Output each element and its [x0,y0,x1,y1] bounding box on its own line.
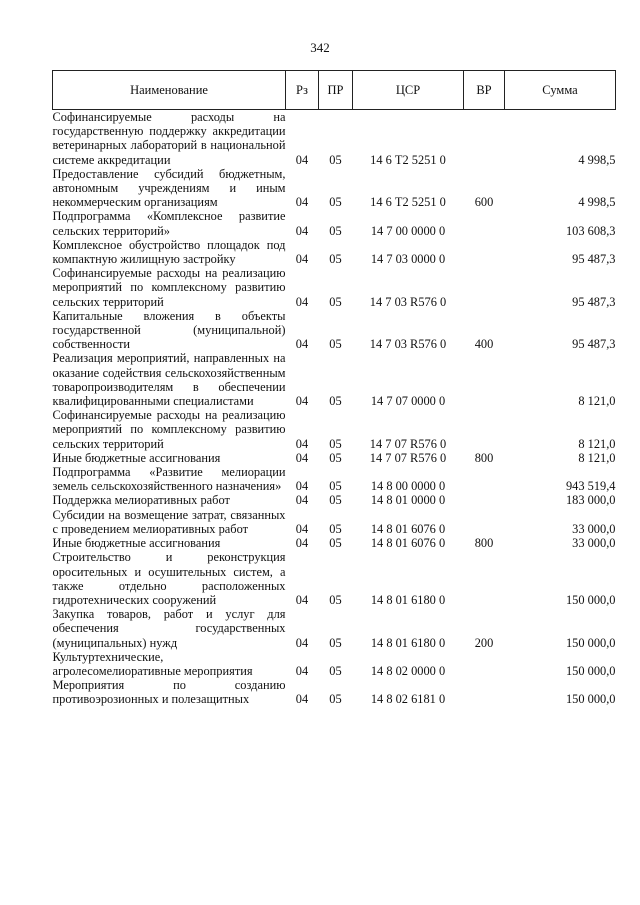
header-row [53,71,616,110]
row-csr: 14 8 01 6076 0 [370,521,446,536]
row-name: Иные бюджетные ассигнования [52,536,221,551]
row-rz: 04 [295,536,309,551]
row-name: Софинансируемые расходы на реализацию мероприятий по комплексному развитию сельских территорий [52,408,286,451]
row-name: Культуртехнические, агролесомелиоративные мероприятия [52,649,253,678]
row-pr: 05 [329,493,342,508]
row-vr: 200 [474,635,494,650]
row-name: Реализация мероприятий, направленных на оказание содействия сельскохозяйственным товаропроизводителям в обеспечении квалифицированными специалистами [52,351,286,409]
col-header-sum: Сумма [505,71,616,110]
row-csr: 14 7 03 R576 0 [369,337,447,352]
row-vr [464,209,505,237]
table-row [53,493,616,507]
row-vr: 400 [474,337,494,352]
row-vr [464,493,505,507]
row-pr: 05 [329,663,342,678]
row-csr: 14 7 07 0000 0 [370,394,446,409]
row-pr: 05 [329,635,342,650]
row-name: Строительство и реконструкция оросительных и осушительных систем, а также отдельно расположенных гидротехнических сооружений [52,550,286,607]
row-pr: 05 [329,521,342,536]
row-vr: 600 [474,195,494,210]
row-sum: 8 121,0 [578,450,616,465]
table-row [53,408,616,451]
row-csr: 14 8 02 6181 0 [370,692,446,707]
row-name: Софинансируемые расходы на реализацию мероприятий по комплексному развитию сельских территорий [52,266,286,309]
row-vr [464,550,505,607]
table-row [53,465,616,493]
table-row [53,266,616,309]
row-pr: 05 [329,394,342,409]
budget-table [52,70,616,707]
row-rz: 04 [295,436,309,451]
row-csr: 14 6 Т2 5251 0 [370,152,446,167]
row-csr: 14 8 01 6180 0 [370,635,446,650]
row-vr [464,465,505,493]
col-header-pr: ПР [319,71,353,110]
col-header-csr: ЦСР [353,71,464,110]
row-sum: 33 000,0 [572,536,616,551]
row-sum: 183 000,0 [565,493,616,508]
row-csr: 14 7 03 R576 0 [369,294,447,309]
table-row [53,678,616,706]
row-sum: 150 000,0 [565,592,616,607]
row-sum: 103 608,3 [565,223,616,238]
row-name: Комплексное обустройство площадок под компактную жилищную застройку [52,237,286,267]
row-pr: 05 [329,692,342,707]
row-sum: 150 000,0 [565,663,616,678]
row-csr: 14 8 01 6180 0 [370,592,446,607]
table-row [53,238,616,266]
row-sum: 95 487,3 [572,252,616,267]
row-rz: 04 [295,337,309,352]
row-name: Субсидии на возмещение затрат, связанных с проведением мелиоративных работ [52,507,286,536]
row-sum: 4 998,5 [578,152,616,167]
row-pr: 05 [329,294,342,309]
row-csr: 14 6 Т2 5251 0 [370,195,446,210]
row-rz: 04 [295,152,309,167]
row-vr [464,266,505,309]
row-rz: 04 [295,663,309,678]
row-pr: 05 [329,337,342,352]
page-number: 342 [310,40,330,55]
row-sum: 4 998,5 [578,195,616,210]
row-vr [464,351,505,408]
col-header-name: Наименование [53,71,286,110]
row-name: Подпрограмма «Развитие мелиорации земель сельскохозяйственного назначения» [52,465,286,494]
row-name: Поддержка мелиоративных работ [52,493,230,508]
row-vr [464,110,505,167]
row-pr: 05 [329,152,342,167]
row-vr: 800 [474,536,494,551]
row-sum: 95 487,3 [572,294,616,309]
row-csr: 14 7 03 0000 0 [370,252,446,267]
table-row [53,167,616,210]
table-row [53,650,616,678]
table-row [53,451,616,465]
row-sum: 150 000,0 [565,692,616,707]
row-sum: 8 121,0 [578,394,616,409]
row-rz: 04 [295,692,309,707]
table-row [53,607,616,650]
row-name: Капитальные вложения в объекты государственной (муниципальной) собственности [52,308,286,352]
row-name: Подпрограмма «Комплексное развитие сельских территорий» [52,209,286,238]
row-rz: 04 [295,493,309,508]
row-sum: 150 000,0 [565,635,616,650]
row-csr: 14 7 07 R576 0 [369,436,447,451]
row-rz: 04 [295,450,309,465]
row-csr: 14 8 01 6076 0 [370,536,446,551]
row-name: Закупка товаров, работ и услуг для обеспечения государственных (муниципальных) нужд [52,607,286,650]
row-name: Предоставление субсидий бюджетным, автономным учреждениям и иным некоммерческим организациям [52,166,286,210]
row-csr: 14 8 01 0000 0 [370,493,446,508]
row-rz: 04 [295,394,309,409]
row-pr: 05 [329,195,342,210]
row-pr: 05 [329,536,342,551]
row-csr: 14 7 00 0000 0 [370,223,446,238]
row-pr: 05 [329,592,342,607]
col-header-rz: Рз [286,71,319,110]
row-rz: 04 [295,592,309,607]
table-row [53,110,616,167]
table-row [53,550,616,607]
row-rz: 04 [295,294,309,309]
table-row [53,309,616,352]
row-rz: 04 [295,479,309,494]
row-rz: 04 [295,521,309,536]
row-rz: 04 [295,635,309,650]
row-vr [464,678,505,706]
row-csr: 14 7 07 R576 0 [369,450,447,465]
row-pr: 05 [329,223,342,238]
row-name: Иные бюджетные ассигнования [52,450,221,465]
row-vr [464,238,505,266]
row-sum: 95 487,3 [572,337,616,352]
table-row [53,209,616,237]
row-sum: 8 121,0 [578,436,616,451]
row-name: Софинансируемые расходы на государственную поддержку аккредитации ветеринарных лабораторий в национальной системе аккредитации [52,110,286,167]
row-name: Мероприятия по созданию противоэрозионных и полезащитных [52,678,286,707]
row-pr: 05 [329,252,342,267]
table-row [53,351,616,408]
table-row [53,536,616,550]
row-csr: 14 8 00 0000 0 [370,479,446,494]
row-vr: 800 [474,450,494,465]
row-pr: 05 [329,450,342,465]
row-vr [464,408,505,451]
row-vr [464,508,505,536]
row-pr: 05 [329,436,342,451]
row-csr: 14 8 02 0000 0 [370,663,446,678]
row-rz: 04 [295,195,309,210]
row-pr: 05 [329,479,342,494]
col-header-vr: ВР [464,71,505,110]
row-rz: 04 [295,252,309,267]
row-sum: 33 000,0 [572,521,616,536]
row-sum: 943 519,4 [565,479,616,494]
row-rz: 04 [295,223,309,238]
row-vr [464,650,505,678]
table-row [53,508,616,536]
